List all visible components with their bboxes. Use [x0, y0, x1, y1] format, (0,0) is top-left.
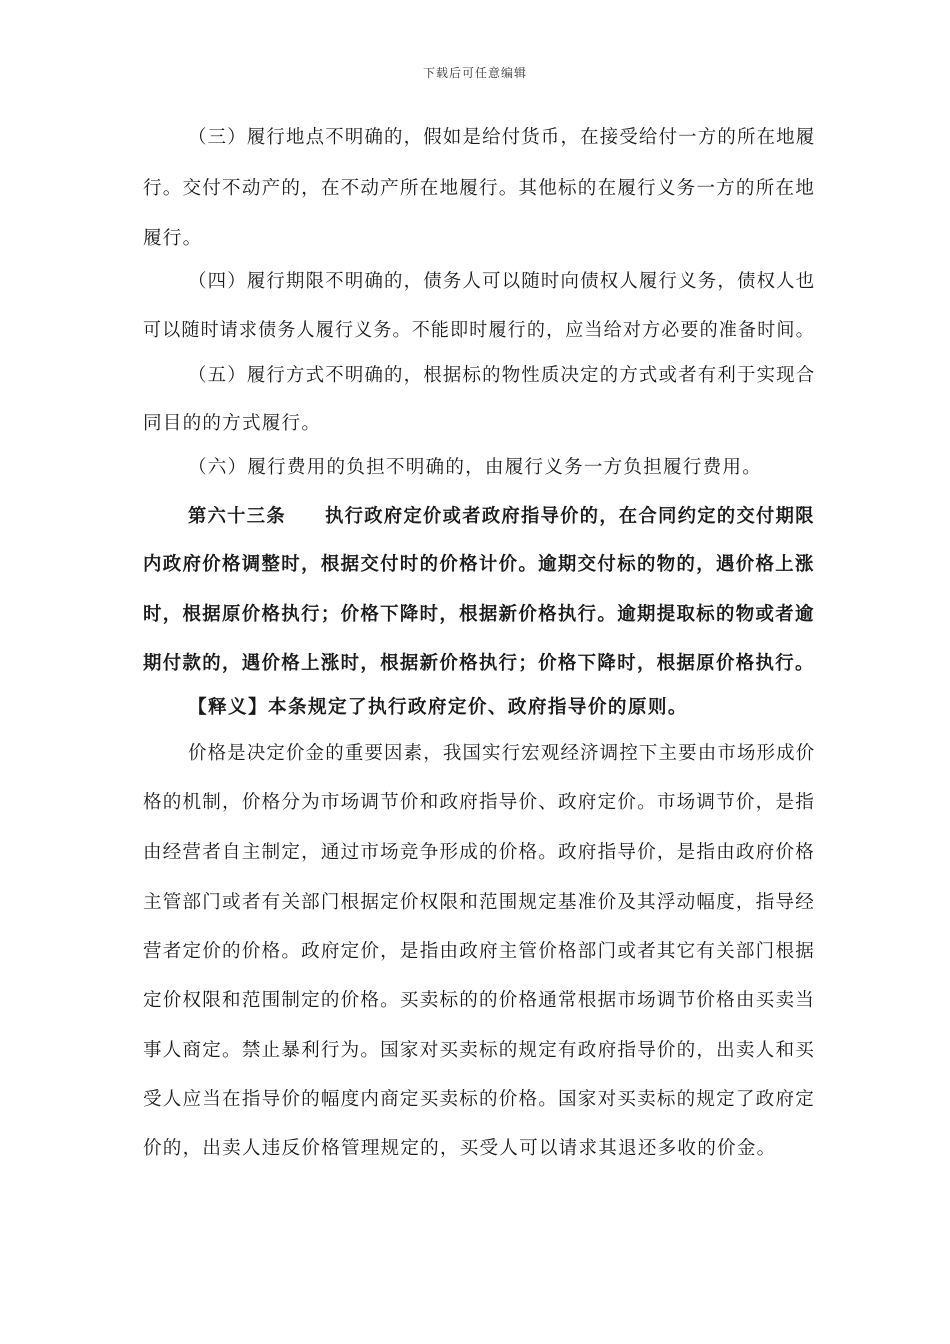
text-line-6: （五）履行方式不明确的，根据标的物性质决定的方式或者有利于实现合: [188, 365, 816, 386]
text-line-7: 同目的的方式履行。: [143, 413, 322, 434]
text-line-18: 营者定价的价格。政府定价，是指由政府主管价格部门或者其它有关部门根据: [143, 941, 815, 962]
text-line-22: 价的，出卖人违反价格管理规定的，买受人可以请求其退还多收的价金。: [143, 1138, 777, 1159]
text-line-20: 事人商定。禁止暴利行为。国家对买卖标的规定有政府指导价的，出卖人和买: [143, 1040, 815, 1061]
article-63-line-1: 第六十三条 执行政府定价或者政府指导价的，在合同约定的交付期限: [188, 506, 815, 527]
text-line-8: （六）履行费用的负担不明确的，由履行义务一方负担履行费用。: [188, 457, 763, 478]
page-header: 下载后可任意编辑: [422, 66, 527, 80]
text-line-16: 由经营者自主制定，通过市场竞争形成的价格。政府指导价，是指由政府价格: [143, 842, 815, 863]
interpretation-heading: 【释义】本条规定了执行政府定价、政府指导价的原则。: [188, 697, 688, 718]
text-line-4: （四）履行期限不明确的，债务人可以随时向债权人履行义务，债权人也: [188, 271, 816, 292]
text-line-5: 可以随时请求债务人履行义务。不能即时履行的，应当给对方必要的准备时间。: [143, 320, 815, 341]
text-line-17: 主管部门或者有关部门根据定价权限和范围规定基准价及其浮动幅度，指导经: [143, 892, 815, 913]
text-line-21: 受人应当在指导价的幅度内商定买卖标的价格。国家对买卖标的规定了政府定: [143, 1089, 815, 1110]
article-63-line-3: 时，根据原价格执行；价格下降时，根据新价格执行。逾期提取标的物或者逾: [143, 604, 815, 625]
text-line-14: 价格是决定价金的重要因素，我国实行宏观经济调控下主要由市场形成价: [188, 743, 816, 764]
article-63-line-4: 期付款的，遇价格上涨时，根据新价格执行；价格下降时，根据原价格执行。: [143, 653, 815, 674]
text-line-2: 行。交付不动产的，在不动产所在地履行。其他标的在履行义务一方的所在地: [143, 178, 815, 199]
text-line-3: 履行。: [143, 228, 203, 249]
text-line-1: （三）履行地点不明确的，假如是给付货币，在接受给付一方的所在地履: [188, 127, 816, 148]
article-63-line-2: 内政府价格调整时，根据交付时的价格计价。逾期交付标的物的，遇价格上涨: [143, 554, 815, 575]
text-line-19: 定价权限和范围制定的价格。买卖标的的价格通常根据市场调节价格由买卖当: [143, 990, 815, 1011]
text-line-15: 格的机制，价格分为市场调节价和政府指导价、政府定价。市场调节价，是指: [143, 792, 815, 813]
